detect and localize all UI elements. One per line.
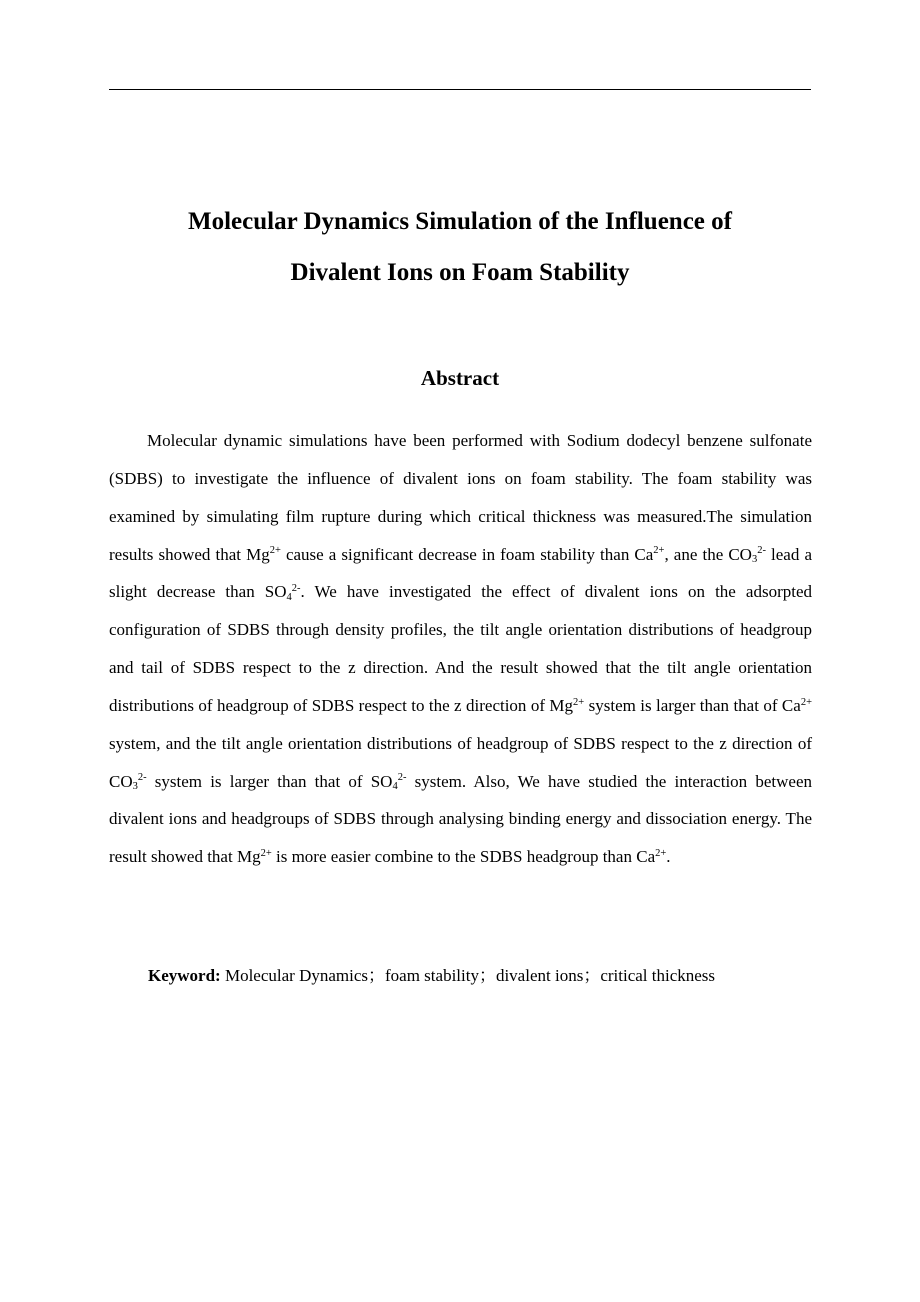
abstract-text: , ane the CO xyxy=(664,544,752,564)
superscript: 2- xyxy=(137,772,147,784)
abstract-text: system is larger than that of Ca xyxy=(584,695,801,715)
paper-title xyxy=(60,196,860,298)
subscript: 3 xyxy=(751,554,758,566)
abstract-text: system is larger than that of SO xyxy=(146,771,393,791)
abstract-text: . We have investigated the effect of divalent ions on the adsorpted configuration of SDBS through density profiles, the tilt angle orientation distributions of headgroup and tail of SDBS respect to the z direction. And the result showed that the tilt angle orientation distributions of headgroup of SDBS respect to the z direction of Mg xyxy=(109,582,812,715)
superscript: 2+ xyxy=(260,847,272,859)
superscript: 2+ xyxy=(653,545,665,557)
keywords-label: Keyword: xyxy=(148,966,221,985)
keywords-text: Molecular Dynamics；foam stability；divalent ions；critical thickness xyxy=(220,966,716,985)
abstract-text: is more easier combine to the SDBS headgroup than Ca xyxy=(271,847,656,867)
subscript: 4 xyxy=(286,592,292,603)
superscript: 2+ xyxy=(269,545,281,557)
superscript: 2- xyxy=(757,545,766,557)
abstract-text: system. Also, We have studied the interaction between divalent ions and headgroups of SDBS through analysing binding energy and dissociation energy. The result showed that Mg xyxy=(109,771,812,867)
abstract-text: Molecular dynamic simulations have been performed with Sodium dodecyl benzene sulfonate (SDBS) to investigate the influence of divalent ions on foam stability. The foam stability was examined by simulating film rupture during which critical thickness was measured.The simulation results showed that Mg xyxy=(109,431,812,564)
title-line-2: Divalent Ions on Foam Stability xyxy=(290,259,630,286)
abstract-text: system, and the tilt angle orientation distributions of headgroup of SDBS respect to the z direction of CO xyxy=(109,733,812,791)
superscript: 2- xyxy=(397,772,407,784)
abstract-text: lead a slight decrease than SO xyxy=(109,544,812,602)
abstract-text: cause a significant decrease in foam stability than Ca xyxy=(280,544,654,564)
abstract-paragraph xyxy=(109,422,812,876)
abstract-text: . xyxy=(666,847,671,867)
subscript: 3 xyxy=(132,781,138,793)
superscript: 2+ xyxy=(655,847,667,859)
keywords-line xyxy=(148,962,812,990)
header-rule xyxy=(109,89,811,90)
title-line-1: Molecular Dynamics Simulation of the Influence of xyxy=(188,208,732,235)
abstract-heading: Abstract xyxy=(420,366,500,390)
superscript: 2+ xyxy=(800,696,812,708)
superscript: 2- xyxy=(291,583,301,595)
superscript: 2+ xyxy=(573,696,585,708)
subscript: 4 xyxy=(392,781,398,793)
